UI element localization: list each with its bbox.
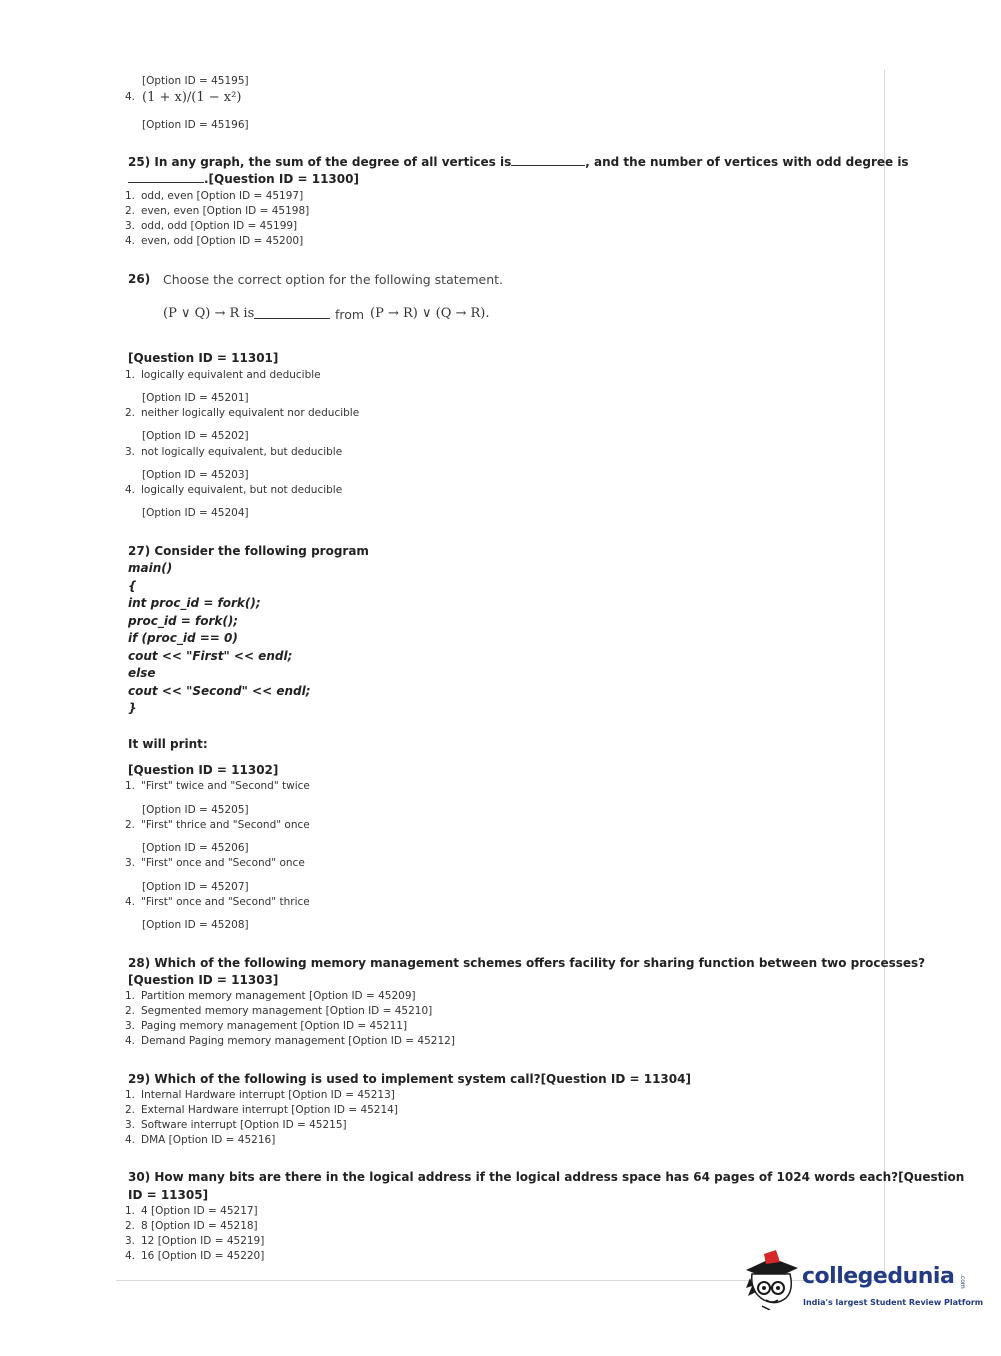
- q28-option: 3. Paging memory management [Option ID = 45211]: [125, 1020, 408, 1032]
- q28-option: 1. Partition memory management [Option ID = 45209]: [125, 990, 416, 1002]
- q25-blank-1: [511, 165, 585, 166]
- q30-question-line1: 30) How many bits are there in the logical address if the logical address space has 64 pages of 1024 words each?[Question: [128, 1170, 965, 1184]
- q29-option: 2. External Hardware interrupt [Option ID = 45214]: [125, 1104, 398, 1116]
- collegedunia-brand-name: collegedunia: [802, 1264, 955, 1289]
- q27-code-line: cout << "First" << endl;: [128, 649, 293, 663]
- q24-option4-expression: (1 + x)/(1 − x²): [142, 90, 242, 105]
- q25-question-line2: [128, 172, 359, 186]
- q26-question-id: [Question ID = 11301]: [128, 351, 279, 365]
- q26-expression-left: (P ∨ Q) → R is: [163, 306, 255, 321]
- q30-option: 2. 8 [Option ID = 45218]: [125, 1220, 258, 1232]
- q26-option: 4. logically equivalent, but not deducible: [125, 484, 343, 496]
- q28-option: 2. Segmented memory management [Option ID = 45210]: [125, 1005, 433, 1017]
- q27-prompt: It will print:: [128, 737, 208, 751]
- q25-option: 2. even, even [Option ID = 45198]: [125, 205, 310, 217]
- q27-option-id: [Option ID = 45208]: [142, 919, 249, 931]
- q26-option-id: [Option ID = 45204]: [142, 507, 249, 519]
- q29-option: 1. Internal Hardware interrupt [Option ID = 45213]: [125, 1089, 395, 1101]
- collegedunia-mascot-icon: [742, 1248, 802, 1310]
- q25-option: 1. odd, even [Option ID = 45197]: [125, 190, 304, 202]
- q27-code-line: main(): [128, 561, 173, 575]
- q24-option3-id: [Option ID = 45195]: [142, 75, 249, 87]
- q27-option-id: [Option ID = 45206]: [142, 842, 249, 854]
- q28-question-id: [Question ID = 11303]: [128, 973, 279, 987]
- q26-from-label: from: [335, 307, 365, 322]
- q25-blank-2: [128, 182, 204, 183]
- q27-code-line: if (proc_id == 0): [128, 631, 238, 645]
- q29-option: 4. DMA [Option ID = 45216]: [125, 1134, 276, 1146]
- q27-code-line: int proc_id = fork();: [128, 596, 261, 610]
- q30-option: 1. 4 [Option ID = 45217]: [125, 1205, 258, 1217]
- q24-option4-num: 4.: [125, 91, 136, 103]
- collegedunia-tagline: India's largest Student Review Platform: [803, 1298, 984, 1307]
- q26-number: 26): [128, 272, 151, 286]
- q26-option-id: [Option ID = 45201]: [142, 392, 249, 404]
- q25-question-id: .[Question ID = 11300]: [204, 172, 359, 186]
- q27-option: 3. "First" once and "Second" once: [125, 857, 305, 869]
- q27-option: 4. "First" once and "Second" thrice: [125, 896, 310, 908]
- q25-option: 4. even, odd [Option ID = 45200]: [125, 235, 304, 247]
- q27-question-title: 27) Consider the following program: [128, 544, 369, 558]
- q26-option: 2. neither logically equivalent nor deducible: [125, 407, 360, 419]
- q25-question-line1: [128, 155, 909, 169]
- q27-option: 1. "First" twice and "Second" twice: [125, 780, 310, 792]
- q27-code-line: proc_id = fork();: [128, 614, 239, 628]
- q29-question-title: 29) Which of the following is used to implement system call?[Question ID = 11304]: [128, 1072, 691, 1086]
- q26-option-id: [Option ID = 45202]: [142, 430, 249, 442]
- q25-option: 3. odd, odd [Option ID = 45199]: [125, 220, 298, 232]
- q25-question-text-after: , and the number of vertices with odd degree is: [585, 155, 909, 169]
- q30-option: 3. 12 [Option ID = 45219]: [125, 1235, 265, 1247]
- q26-option: 3. not logically equivalent, but deducible: [125, 446, 343, 458]
- q24-option4-id: [Option ID = 45196]: [142, 119, 249, 131]
- q28-option: 4. Demand Paging memory management [Option ID = 45212]: [125, 1035, 455, 1047]
- q30-option: 4. 16 [Option ID = 45220]: [125, 1250, 265, 1262]
- q28-question-title: 28) Which of the following memory management schemes offers facility for sharing function between two processes?: [128, 956, 926, 970]
- q26-expression-right: (P → R) ∨ (Q → R).: [370, 306, 490, 321]
- q27-option-id: [Option ID = 45205]: [142, 804, 249, 816]
- q26-question-text: Choose the correct option for the following statement.: [163, 272, 503, 287]
- q25-question-text: 25) In any graph, the sum of the degree of all vertices is: [128, 155, 512, 169]
- q27-code-line: cout << "Second" << endl;: [128, 684, 311, 698]
- q26-option: 1. logically equivalent and deducible: [125, 369, 321, 381]
- q30-question-line2: ID = 11305]: [128, 1188, 209, 1202]
- q27-option-id: [Option ID = 45207]: [142, 881, 249, 893]
- q26-option-id: [Option ID = 45203]: [142, 469, 249, 481]
- collegedunia-dotcom: .com: [959, 1274, 966, 1289]
- q27-code-line: }: [128, 701, 137, 715]
- q27-question-id: [Question ID = 11302]: [128, 763, 279, 777]
- q26-blank: [254, 318, 330, 319]
- q27-code-line: {: [128, 579, 137, 593]
- q27-option: 2. "First" thrice and "Second" once: [125, 819, 310, 831]
- q27-code-line: else: [128, 666, 156, 680]
- q29-option: 3. Software interrupt [Option ID = 45215]: [125, 1119, 347, 1131]
